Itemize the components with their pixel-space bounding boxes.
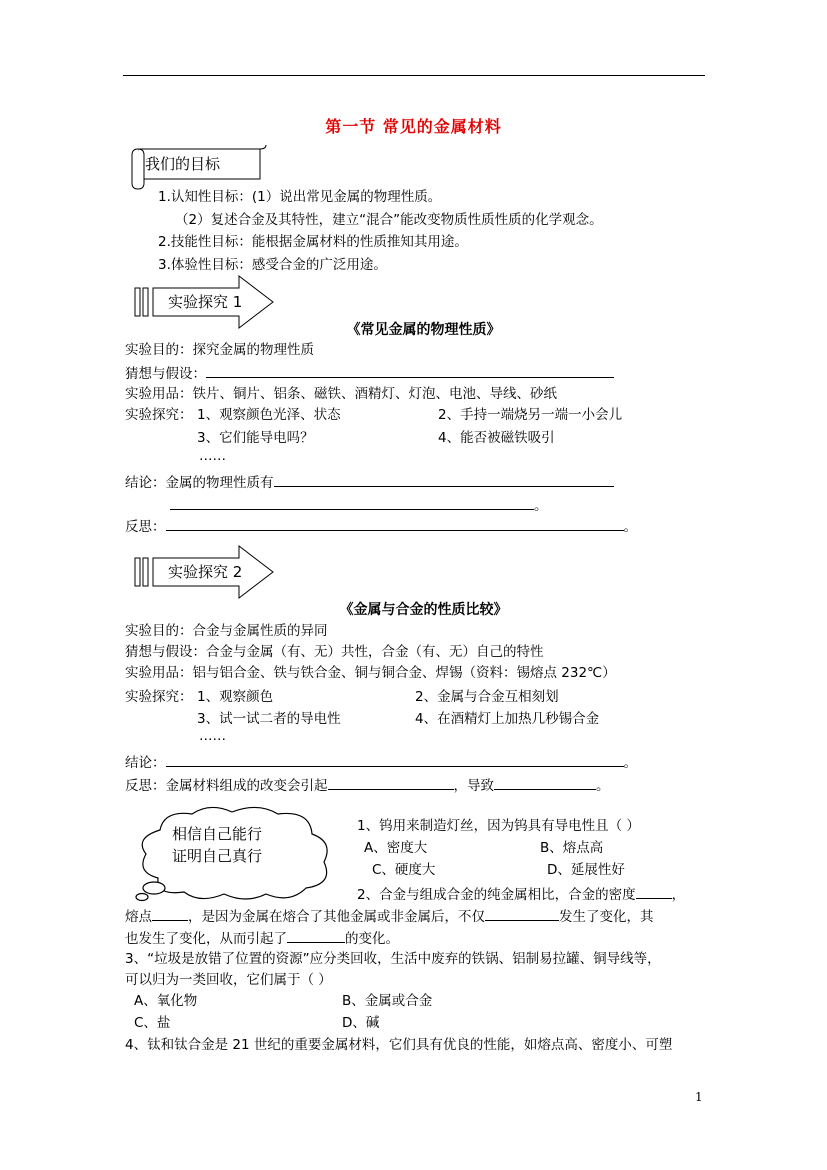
page-number: 1 xyxy=(695,1090,703,1104)
goals-box-label: 我们的目标 xyxy=(145,155,221,173)
question-3-option-a: A、氧化物 xyxy=(134,993,198,1009)
question-3-option-b: B、金属或合金 xyxy=(342,993,433,1009)
header-rule xyxy=(123,75,705,76)
exp1-step-1: 1、观察颜色光泽、状态 xyxy=(197,407,341,423)
question-3: 3、“垃圾是放错了位置的资源”应分类回收，生活中废弃的铁锅、铝制易拉罐、铜导线等， xyxy=(125,951,661,967)
exp2-conclusion-period: 。 xyxy=(623,755,637,771)
exp2-reflection xyxy=(125,775,610,795)
question-2-text-c: 熔点 xyxy=(125,909,152,925)
exp1-conclusion-period: 。 xyxy=(534,498,548,514)
question-1-option-b: B、熔点高 xyxy=(540,840,604,856)
exp1-hypothesis-label: 猜想与假设： xyxy=(125,366,206,382)
exp1-hypothesis-blank[interactable] xyxy=(206,363,614,378)
page-title: 第一节 常见的金属材料 xyxy=(325,117,502,136)
exp1-conclusion-label: 结论：金属的物理性质有 xyxy=(125,475,274,491)
exp2-reflection-blank-1[interactable] xyxy=(328,775,454,790)
exp2-ellipsis: …… xyxy=(199,728,226,744)
question-1: 1、钨用来制造灯丝，因为钨具有导电性且（ ） xyxy=(357,818,640,834)
question-2-blank-melting[interactable] xyxy=(152,906,188,921)
question-3-line-2: 可以归为一类回收，它们属于（ ） xyxy=(125,972,332,988)
exp1-explore-label: 实验探究： xyxy=(125,407,193,423)
exp1-conclusion-blank-1[interactable] xyxy=(274,472,614,487)
exp2-reflection-period: 。 xyxy=(596,778,610,794)
exp2-subtitle: 《金属与合金的性质比较》 xyxy=(339,602,508,618)
exp1-purpose: 实验目的：探究金属的物理性质 xyxy=(125,342,314,358)
question-2-text-b: ， xyxy=(671,887,686,903)
exp2-banner-label: 实验探究 2 xyxy=(168,563,243,581)
exp2-conclusion-blank[interactable] xyxy=(166,752,624,767)
exp1-banner-label: 实验探究 1 xyxy=(168,293,243,311)
exp1-materials: 实验用品：铁片、铜片、铝条、磁铁、酒精灯、灯泡、电池、导线、砂纸 xyxy=(125,386,557,402)
goal-item-1b: （2）复述合金及其特性，建立“混合”能改变物质性质性质的化学观念。 xyxy=(175,212,603,228)
exp1-subtitle: 《常见金属的物理性质》 xyxy=(346,322,501,338)
exp1-conclusion-blank-2[interactable] xyxy=(170,495,534,510)
question-2-text-a: 2、合金与组成合金的纯金属相比，合金的密度 xyxy=(357,887,636,903)
exp1-step-3: 3、它们能导电吗？ xyxy=(197,430,314,446)
goal-item-3: 3.体验性目标：感受合金的广泛用途。 xyxy=(158,257,387,273)
exp2-step-1: 1、观察颜色 xyxy=(197,689,274,705)
exp2-reflection-mid: ，导致 xyxy=(453,778,494,794)
goal-item-2: 2.技能性目标：能根据金属材料的性质推知其用途。 xyxy=(158,234,468,250)
question-2-blank-changed[interactable] xyxy=(485,906,559,921)
exp1-reflection-period: 。 xyxy=(623,519,637,535)
exp2-materials: 实验用品：铝与铝合金、铁与铁合金、铜与铜合金、焊锡（资料：锡熔点 232℃） xyxy=(125,665,616,681)
question-1-option-c: C、硬度大 xyxy=(372,862,436,878)
exp1-reflection-label: 反思： xyxy=(125,519,166,535)
exp2-conclusion-label: 结论： xyxy=(125,755,166,771)
question-1-option-a: A、密度大 xyxy=(364,840,428,856)
goal-item-1: 1.认知性目标：(1）说出常见金属的物理性质。 xyxy=(158,189,442,205)
exp2-reflection-blank-2[interactable] xyxy=(494,775,596,790)
exp2-reflection-label: 反思：金属材料组成的改变会引起 xyxy=(125,778,328,794)
exp1-step-4: 4、能否被磁铁吸引 xyxy=(438,430,555,446)
exp2-step-4: 4、在酒精灯上加热几秒锡合金 xyxy=(415,711,600,727)
question-2-line-3 xyxy=(125,928,399,948)
cloud-line-2: 证明自己真行 xyxy=(172,847,263,865)
exp1-reflection-blank[interactable] xyxy=(166,516,624,531)
question-1-option-d: D、延展性好 xyxy=(547,862,625,878)
question-2-text-f: 也发生了变化，从而引起了 xyxy=(125,931,287,947)
exp2-step-2: 2、金属与合金互相刻划 xyxy=(415,689,559,705)
question-3-option-d: D、碱 xyxy=(342,1015,380,1031)
exp1-conclusion xyxy=(125,472,614,492)
question-2-text-d: ，是因为金属在熔合了其他金属或非金属后，不仅 xyxy=(188,909,485,925)
exp2-purpose: 实验目的：合金与金属性质的异同 xyxy=(125,623,328,639)
exp2-explore-label: 实验探究： xyxy=(125,689,193,705)
exp2-step-3: 3、试一试二者的导电性 xyxy=(197,711,341,727)
question-2-text-e: 发生了变化，其 xyxy=(559,909,654,925)
exp1-step-2: 2、手持一端烧另一端一小会儿 xyxy=(438,407,623,423)
exp2-hypothesis: 猜想与假设：合金与金属（有、无）共性，合金（有、无）自己的特性 xyxy=(125,644,544,660)
question-2-text-g: 的变化。 xyxy=(345,931,399,947)
question-2-line-2 xyxy=(125,906,654,926)
question-2-blank-caused[interactable] xyxy=(287,928,345,943)
cloud-line-1: 相信自己能行 xyxy=(172,825,263,843)
exp1-reflection xyxy=(125,516,637,536)
exp1-conclusion-line2 xyxy=(170,495,548,515)
exp2-conclusion xyxy=(125,752,637,772)
exp1-ellipsis: …… xyxy=(199,448,226,464)
question-2-line-1 xyxy=(357,884,685,904)
question-2-blank-density[interactable] xyxy=(636,884,672,899)
question-3-option-c: C、盐 xyxy=(134,1015,171,1031)
exp1-hypothesis xyxy=(125,363,614,383)
question-4: 4、钛和钛合金是 21 世纪的重要金属材料，它们具有优良的性能，如熔点高、密度小、可塑 xyxy=(125,1037,673,1053)
